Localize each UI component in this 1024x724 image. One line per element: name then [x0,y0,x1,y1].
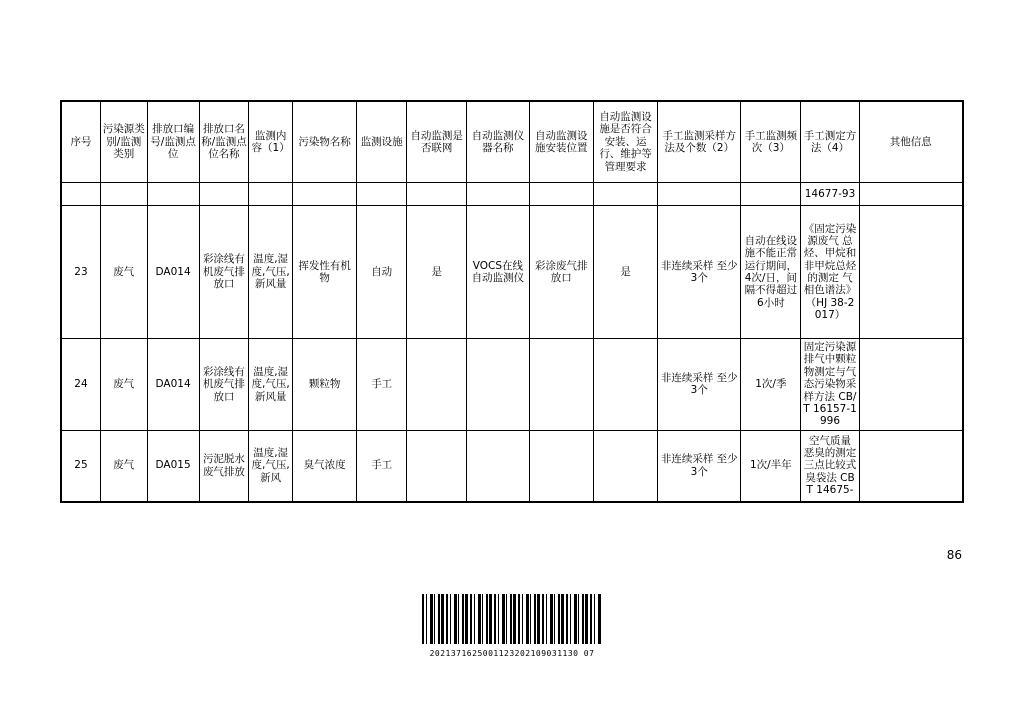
cell-other [859,430,963,502]
cell-outlet-name [199,183,249,206]
cell-frequency: 自动在线设施不能正常运行期间，4次/日，间隔不得超过6小时 [741,206,801,339]
cell-other [859,339,963,431]
cell-pollutant: 臭气浓度 [292,430,356,502]
cell-content [249,183,293,206]
cell-outlet-name: 彩涂线有机废气排放口 [199,339,249,431]
header-cell-frequency: 手工监测频次（3） [741,101,801,183]
cell-instrument [467,339,529,431]
cell-method: 固定污染源排气中颗粒物测定与气态污染物采样方法 CB/T 16157-1996 [801,339,859,431]
cell-instrument [467,183,529,206]
cell-source-type: 废气 [100,206,147,339]
cell-sampling: 非连续采样 至少3个 [658,430,741,502]
cell-seq: 25 [61,430,100,502]
cell-frequency: 1次/季 [741,339,801,431]
header-cell-other: 其他信息 [859,101,963,183]
cell-method: 空气质量 恶臭的测定 三点比较式臭袋法 CB T 14675- [801,430,859,502]
cell-source-type: 废气 [100,430,147,502]
header-cell-content: 监测内容（1） [249,101,293,183]
cell-frequency: 1次/半年 [741,430,801,502]
header-cell-networked: 自动监测是否联网 [407,101,467,183]
cell-outlet-code: DA014 [147,206,199,339]
cell-content: 温度,湿度,气压,新风量 [249,339,293,431]
monitoring-plan-table [60,100,964,503]
table-row [61,430,963,502]
header-cell-outlet-name: 排放口名称/监测点位名称 [199,101,249,183]
cell-frequency [741,183,801,206]
cell-content: 温度,湿度,气压,新风量 [249,206,293,339]
cell-outlet-code: DA015 [147,430,199,502]
barcode-image [422,594,602,644]
cell-sampling: 非连续采样 至少3个 [658,206,741,339]
cell-networked [407,183,467,206]
header-cell-seq: 序号 [61,101,100,183]
header-cell-install-position: 自动监测设施安装位置 [529,101,593,183]
cell-pollutant: 颗粒物 [292,339,356,431]
header-cell-instrument: 自动监测仪器名称 [467,101,529,183]
cell-pollutant: 挥发性有机物 [292,206,356,339]
cell-seq: 24 [61,339,100,431]
cell-compliance [593,430,657,502]
table-row [61,339,963,431]
cell-networked: 是 [407,206,467,339]
cell-outlet-code [147,183,199,206]
table-row [61,206,963,339]
cell-networked [407,430,467,502]
cell-compliance [593,183,657,206]
header-cell-sampling: 手工监测采样方法及个数（2） [658,101,741,183]
header-cell-outlet-code: 排放口编号/监测点位 [147,101,199,183]
cell-other [859,183,963,206]
cell-outlet-name: 污泥脱水废气排放 [199,430,249,502]
barcode-number: 2021371625001123202109031130 07 [429,649,595,658]
cell-source-type: 废气 [100,339,147,431]
cell-facility: 手工 [357,430,407,502]
header-cell-compliance: 自动监测设施是否符合安装、运行、维护等管理要求 [593,101,657,183]
cell-content: 温度,湿度,气压,新风 [249,430,293,502]
header-cell-facility: 监测设施 [357,101,407,183]
cell-networked [407,339,467,431]
page-number: 86 [946,548,962,562]
cell-method: 14677-93 [801,183,859,206]
cell-seq [61,183,100,206]
cell-instrument: VOCS在线自动监测仪 [467,206,529,339]
cell-source-type [100,183,147,206]
table-row-continuation [61,183,963,206]
cell-compliance [593,339,657,431]
cell-facility [357,183,407,206]
cell-install-position [529,183,593,206]
cell-sampling [658,183,741,206]
cell-install-position: 彩涂废气排放口 [529,206,593,339]
table-header-row [61,101,963,183]
cell-outlet-name: 彩涂线有机废气排放口 [199,206,249,339]
cell-method: 《固定污染源废气 总烃、甲烷和非甲烷总烃的测定 气相色谱法》（HJ 38-2017） [801,206,859,339]
cell-outlet-code: DA014 [147,339,199,431]
cell-facility: 手工 [357,339,407,431]
cell-instrument [467,430,529,502]
cell-compliance: 是 [593,206,657,339]
cell-install-position [529,430,593,502]
cell-seq: 23 [61,206,100,339]
cell-facility: 自动 [357,206,407,339]
header-cell-source-type: 污染源类别/监测类别 [100,101,147,183]
header-cell-pollutant: 污染物名称 [292,101,356,183]
header-cell-method: 手工测定方法（4） [801,101,859,183]
cell-install-position [529,339,593,431]
cell-other [859,206,963,339]
barcode-block [0,594,1024,658]
cell-sampling: 非连续采样 至少3个 [658,339,741,431]
cell-pollutant [292,183,356,206]
